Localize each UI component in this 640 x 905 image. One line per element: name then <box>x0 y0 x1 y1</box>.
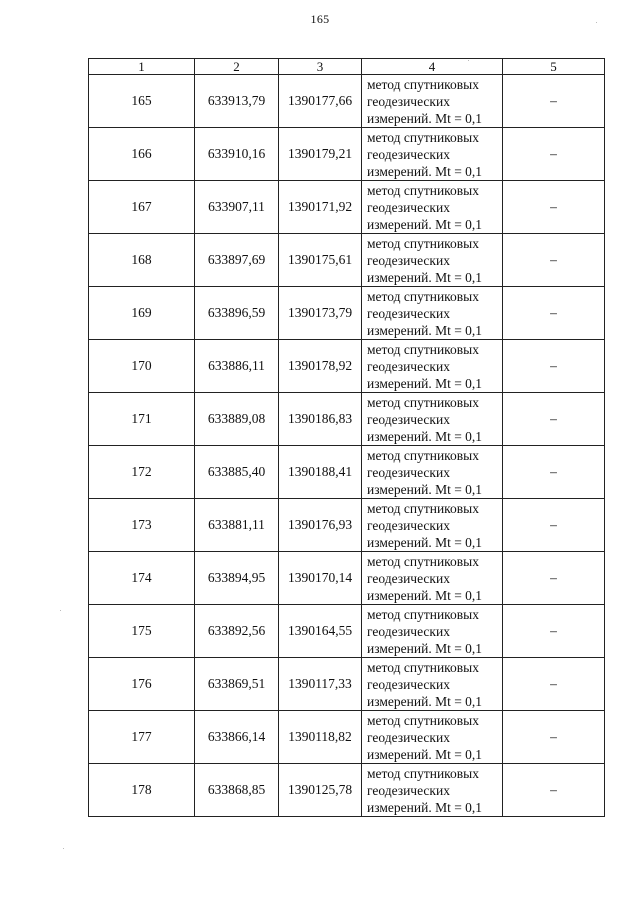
point-number-cell: 171 <box>89 393 195 446</box>
y-coordinate-cell: 1390117,33 <box>279 658 362 711</box>
method-text-line: метод спутниковых <box>367 447 479 463</box>
point-number-cell: 170 <box>89 340 195 393</box>
y-coordinate-cell: 1390188,41 <box>279 446 362 499</box>
point-number-cell: 177 <box>89 711 195 764</box>
note-cell: – <box>503 605 605 658</box>
x-coordinate-cell: 633885,40 <box>195 446 279 499</box>
x-coordinate-cell: 633886,11 <box>195 340 279 393</box>
y-coordinate-cell: 1390118,82 <box>279 711 362 764</box>
table-row <box>89 499 605 552</box>
method-text-line: геодезических <box>367 517 450 533</box>
header-cell-y: 3 <box>279 59 362 75</box>
method-text-line: метод спутниковых <box>367 606 479 622</box>
table-row <box>89 340 605 393</box>
scan-speck <box>468 60 469 61</box>
method-text-line: метод спутниковых <box>367 659 479 675</box>
method-text-line: геодезических <box>367 146 450 162</box>
note-cell: – <box>503 75 605 128</box>
table-row <box>89 605 605 658</box>
point-number-cell: 172 <box>89 446 195 499</box>
method-cell <box>362 552 503 605</box>
x-coordinate-cell: 633889,08 <box>195 393 279 446</box>
note-cell: – <box>503 234 605 287</box>
table-row <box>89 658 605 711</box>
y-coordinate-cell: 1390171,92 <box>279 181 362 234</box>
y-coordinate-cell: 1390175,61 <box>279 234 362 287</box>
method-cell <box>362 181 503 234</box>
method-text-line: метод спутниковых <box>367 712 479 728</box>
x-coordinate-cell: 633896,59 <box>195 287 279 340</box>
method-text-line: геодезических <box>367 305 450 321</box>
point-number-cell: 175 <box>89 605 195 658</box>
method-text-line: метод спутниковых <box>367 553 479 569</box>
scan-speck <box>63 848 64 849</box>
method-text-line: метод спутниковых <box>367 182 479 198</box>
method-text-line: геодезических <box>367 199 450 215</box>
point-number-cell: 168 <box>89 234 195 287</box>
x-coordinate-cell: 633869,51 <box>195 658 279 711</box>
method-cell <box>362 75 503 128</box>
method-text-line: измерений. Mt = 0,1 <box>367 269 483 285</box>
note-cell: – <box>503 764 605 817</box>
method-text-line: измерений. Mt = 0,1 <box>367 163 483 179</box>
header-cell-method: 4 <box>362 59 503 75</box>
method-text-line: геодезических <box>367 411 450 427</box>
method-cell <box>362 764 503 817</box>
method-text-line: геодезических <box>367 676 450 692</box>
method-text-line: геодезических <box>367 623 450 639</box>
method-cell <box>362 128 503 181</box>
method-cell <box>362 287 503 340</box>
method-text-line: измерений. Mt = 0,1 <box>367 375 483 391</box>
method-cell <box>362 605 503 658</box>
header-cell-x: 2 <box>195 59 279 75</box>
point-number-cell: 169 <box>89 287 195 340</box>
method-cell <box>362 499 503 552</box>
point-number-cell: 178 <box>89 764 195 817</box>
method-text-line: измерений. Mt = 0,1 <box>367 216 483 232</box>
method-text-line: геодезических <box>367 464 450 480</box>
method-text-line: измерений. Mt = 0,1 <box>367 799 483 815</box>
x-coordinate-cell: 633894,95 <box>195 552 279 605</box>
point-number-cell: 173 <box>89 499 195 552</box>
table-row <box>89 393 605 446</box>
scan-speck <box>60 610 61 611</box>
page-number: 165 <box>310 12 330 26</box>
method-cell <box>362 658 503 711</box>
method-text-line: метод спутниковых <box>367 394 479 410</box>
y-coordinate-cell: 1390173,79 <box>279 287 362 340</box>
method-text-line: измерений. Mt = 0,1 <box>367 534 483 550</box>
table-row <box>89 128 605 181</box>
method-text-line: геодезических <box>367 782 450 798</box>
y-coordinate-cell: 1390176,93 <box>279 499 362 552</box>
method-text-line: метод спутниковых <box>367 341 479 357</box>
y-coordinate-cell: 1390164,55 <box>279 605 362 658</box>
method-text-line: метод спутниковых <box>367 235 479 251</box>
point-number-cell: 165 <box>89 75 195 128</box>
x-coordinate-cell: 633897,69 <box>195 234 279 287</box>
method-text-line: метод спутниковых <box>367 76 479 92</box>
point-number-cell: 176 <box>89 658 195 711</box>
y-coordinate-cell: 1390186,83 <box>279 393 362 446</box>
header-row <box>89 59 605 75</box>
table-row <box>89 764 605 817</box>
y-coordinate-cell: 1390125,78 <box>279 764 362 817</box>
header-cell-point-number: 1 <box>89 59 195 75</box>
y-coordinate-cell: 1390177,66 <box>279 75 362 128</box>
scan-speck <box>596 22 597 23</box>
method-text-line: метод спутниковых <box>367 765 479 781</box>
method-text-line: геодезических <box>367 570 450 586</box>
method-cell <box>362 340 503 393</box>
method-text-line: геодезических <box>367 358 450 374</box>
header-cell-note: 5 <box>503 59 605 75</box>
table-row <box>89 711 605 764</box>
y-coordinate-cell: 1390178,92 <box>279 340 362 393</box>
coordinates-table <box>88 58 605 817</box>
x-coordinate-cell: 633892,56 <box>195 605 279 658</box>
method-cell <box>362 393 503 446</box>
note-cell: – <box>503 552 605 605</box>
table-header <box>89 59 605 75</box>
note-cell: – <box>503 340 605 393</box>
note-cell: – <box>503 181 605 234</box>
point-number-cell: 174 <box>89 552 195 605</box>
y-coordinate-cell: 1390170,14 <box>279 552 362 605</box>
method-cell <box>362 234 503 287</box>
x-coordinate-cell: 633866,14 <box>195 711 279 764</box>
method-cell <box>362 711 503 764</box>
method-text-line: измерений. Mt = 0,1 <box>367 693 483 709</box>
table-row <box>89 234 605 287</box>
table-row <box>89 552 605 605</box>
point-number-cell: 167 <box>89 181 195 234</box>
method-text-line: метод спутниковых <box>367 129 479 145</box>
method-text-line: измерений. Mt = 0,1 <box>367 110 483 126</box>
note-cell: – <box>503 446 605 499</box>
method-text-line: геодезических <box>367 252 450 268</box>
note-cell: – <box>503 711 605 764</box>
x-coordinate-cell: 633868,85 <box>195 764 279 817</box>
method-cell <box>362 446 503 499</box>
note-cell: – <box>503 499 605 552</box>
x-coordinate-cell: 633910,16 <box>195 128 279 181</box>
method-text-line: измерений. Mt = 0,1 <box>367 587 483 603</box>
method-text-line: измерений. Mt = 0,1 <box>367 640 483 656</box>
x-coordinate-cell: 633907,11 <box>195 181 279 234</box>
method-text-line: измерений. Mt = 0,1 <box>367 481 483 497</box>
x-coordinate-cell: 633881,11 <box>195 499 279 552</box>
method-text-line: метод спутниковых <box>367 500 479 516</box>
table-row <box>89 446 605 499</box>
y-coordinate-cell: 1390179,21 <box>279 128 362 181</box>
method-text-line: метод спутниковых <box>367 288 479 304</box>
x-coordinate-cell: 633913,79 <box>195 75 279 128</box>
table-row <box>89 287 605 340</box>
note-cell: – <box>503 658 605 711</box>
method-text-line: измерений. Mt = 0,1 <box>367 428 483 444</box>
note-cell: – <box>503 287 605 340</box>
table-body <box>89 75 605 817</box>
table-row <box>89 181 605 234</box>
method-text-line: измерений. Mt = 0,1 <box>367 746 483 762</box>
note-cell: – <box>503 128 605 181</box>
method-text-line: геодезических <box>367 93 450 109</box>
table-row <box>89 75 605 128</box>
point-number-cell: 166 <box>89 128 195 181</box>
method-text-line: измерений. Mt = 0,1 <box>367 322 483 338</box>
method-text-line: геодезических <box>367 729 450 745</box>
note-cell: – <box>503 393 605 446</box>
